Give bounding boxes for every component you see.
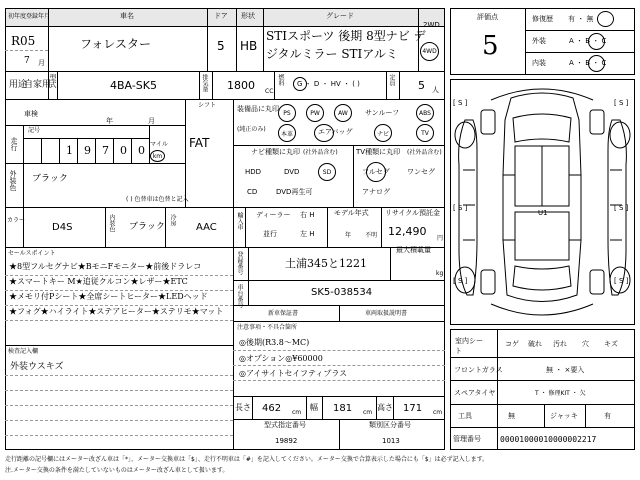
drive-4wd-circled: 4WD: [420, 42, 439, 61]
shape-label: 形状: [241, 12, 255, 20]
miles-unit: マイル: [150, 141, 168, 148]
color-label: 外装色: [9, 170, 17, 191]
notes-line1: ◎後期(R3.8〜MC): [239, 338, 310, 347]
model-year-label: モデル年式: [334, 209, 369, 217]
recycle-label: リサイクル預託金: [385, 209, 441, 217]
car-name-label: 車名: [120, 12, 134, 20]
ac-value: AAC: [196, 222, 217, 233]
fuel-label: 燃料: [277, 74, 284, 86]
tv-analog: アナログ: [362, 188, 390, 196]
import-left: 左 H: [300, 230, 315, 238]
usage-label: 用途: [9, 80, 28, 90]
first-reg-month: 7: [24, 56, 30, 66]
month-unit: 月: [38, 59, 45, 67]
interior-color: ブラック: [129, 222, 165, 232]
width-value: 181: [333, 403, 353, 414]
model-year-unit: 年: [345, 232, 352, 239]
designation-label: 型式指定番号: [264, 421, 306, 429]
height-unit: cm: [433, 409, 443, 416]
navi-hdd: HDD: [245, 168, 262, 176]
seat-stain: 汚れ: [553, 340, 567, 348]
inspection-label: 車検: [24, 110, 38, 118]
chassis-label: 車台番号: [236, 284, 243, 308]
designation-value: 19892: [275, 437, 298, 445]
navi-dvd-play: DVD再生可: [276, 188, 313, 196]
score-label: 評価点: [477, 13, 498, 21]
mileage-digit-5: 0: [138, 144, 145, 157]
model-year-unknown: 不明: [365, 232, 378, 239]
capacity: 5: [418, 79, 425, 92]
max-load-label: 最大積載量: [396, 246, 431, 254]
people-unit: 人: [432, 86, 439, 94]
grade-line1: STIスポーツ 後期 8型ナビ デ: [266, 29, 426, 43]
seat-hole: 穴: [582, 340, 589, 348]
damage-mark-rear-left: [ S ]: [453, 277, 468, 285]
sales-point-label: セールスポイント: [8, 250, 56, 257]
height-value: 171: [403, 403, 423, 414]
sales-point-line3: ★メモリ付Pシート★全席シートヒーター★LEDヘッド: [9, 292, 208, 301]
length-unit: cm: [292, 409, 302, 416]
mileage-digit-3: 7: [102, 144, 109, 157]
drive-2wd: 2WD: [423, 21, 440, 29]
class-value: 1013: [382, 437, 400, 445]
usage-value: 自家用: [24, 80, 52, 90]
cc-unit: CC: [265, 88, 274, 95]
inspection-year: 年: [106, 117, 113, 125]
recycle-unit: 円: [437, 235, 444, 242]
repair-label: 修復歴: [532, 15, 553, 23]
equipment-navi: ナビ: [374, 124, 392, 142]
score-value: 5: [482, 31, 499, 61]
sales-point-line1: ★8型フルセグナビ★BモニFモニター★前後ドラレコ: [9, 262, 202, 271]
width-label: 幅: [310, 403, 318, 412]
import-right: 右 H: [300, 211, 315, 219]
import-dealer: ディーラー: [256, 211, 291, 219]
windshield-value: 無 ・ ×要入: [546, 366, 585, 374]
navi-label: ナビ種類に丸印: [251, 148, 300, 156]
import-label: 輸入車: [236, 212, 243, 230]
notes-label: 注意事項・不具合箇所: [237, 324, 298, 331]
tools-value: 無: [508, 412, 515, 420]
damage-mark-front-left: [ S ]: [453, 99, 468, 107]
equipment-airbag-circle: [314, 124, 334, 142]
navi-dvd: DVD: [284, 168, 300, 176]
tv-label: TV種類に丸印: [356, 148, 401, 156]
import-parallel: 並行: [263, 230, 277, 238]
equipment-aw: AW: [334, 104, 352, 122]
inspector-value: 外装ウスキズ: [10, 362, 64, 372]
chassis-value: SK5-038534: [311, 287, 373, 298]
color-code: D4S: [52, 222, 73, 233]
ac-label: 冷房: [169, 214, 176, 226]
mileage-label: 走行: [10, 137, 18, 151]
mileage-digit-4: 0: [120, 144, 127, 157]
equipment-leather: 本革: [278, 124, 296, 142]
equipment-abs: ABS: [416, 104, 434, 122]
doors: 5: [217, 39, 225, 53]
interior-color-label: 内装色: [108, 214, 115, 232]
equipment-sunroof: サンルーフ: [365, 109, 400, 117]
inspector-label: 検査記入欄: [8, 348, 39, 355]
damage-mark-rear-right: [ S ]: [614, 277, 629, 285]
doors-label: ドア: [214, 12, 228, 20]
equipment-sublabel: (純正のみ): [237, 126, 266, 133]
color-note: ( ) 色替車は色替と記入: [126, 196, 189, 203]
shift-value: FAT: [189, 136, 210, 150]
mileage-digit-1: 1: [66, 144, 73, 157]
manual-label: 車両取扱説明書: [365, 310, 408, 317]
tv-fullseg-circle: [366, 162, 386, 182]
fuel-options: G ・ D ・ HV ・ ( ): [297, 80, 360, 88]
tv-fullseg: フルセグ: [362, 168, 390, 176]
sales-point-line2: ★スマートキー M★追従クルコン★レザー★ETC: [9, 277, 188, 286]
equipment-pw: PW: [306, 104, 324, 122]
width-unit: cm: [363, 409, 373, 416]
damage-mark-front-right: [ S ]: [614, 99, 629, 107]
recycle-value: 12,490: [388, 225, 427, 238]
seat-burn: コゲ: [505, 340, 519, 348]
management-number: 00001000010000002217: [500, 435, 597, 444]
km-unit-circled: km: [150, 150, 165, 162]
spare-value: T ・ 修理KIT ・ 欠: [535, 390, 586, 397]
interior-grades: A ・ B ・ C: [569, 59, 607, 67]
interior-seat-label: 室内シート: [455, 337, 483, 355]
sales-point-line4: ★フォグ★ハイライト★ステアヒーター★ステリモ★マット: [9, 307, 224, 316]
displacement: 1800: [227, 79, 255, 92]
displacement-label: 排気量: [201, 74, 208, 92]
class-label: 類別区分番号: [369, 421, 411, 429]
car-name: フォレスター: [80, 37, 152, 51]
equipment-ps: PS: [278, 104, 296, 122]
mileage-digit-2: 9: [84, 144, 91, 157]
navi-cd: CD: [247, 188, 258, 196]
repair-options: 有 ・ 無: [568, 15, 594, 23]
exterior-selected-circle: [588, 33, 605, 50]
length-label: 長さ: [235, 403, 251, 412]
color-code-label: カラー: [7, 217, 26, 224]
seat-tear: 破れ: [528, 340, 542, 348]
color-value: ブラック: [32, 174, 68, 184]
repair-selected-circle: [597, 11, 614, 27]
capacity-label: 定員: [388, 74, 395, 86]
windshield-label: フロントガラス: [454, 366, 503, 374]
damage-mark-side-right: [ S ]: [614, 204, 629, 212]
model: 4BA-SK5: [110, 79, 157, 92]
equipment-label: 装備品に丸印: [237, 105, 279, 113]
height-label: 高さ: [377, 403, 393, 412]
notes-line2: ◎オプション◎¥60000: [239, 354, 323, 363]
tv-sub: (社外品含む): [407, 149, 442, 156]
shift-label: シフト: [198, 102, 217, 109]
navi-sub: (社外品含む): [303, 149, 338, 156]
tools-label: 工具: [458, 412, 472, 420]
footer-line1: 走行距離の記号欄にはメーター改ざん車は「*」、メーター交換車は「$」、走行不明車は「#」を記入してください。メーター交換で合算表示した場合にも「$」は必ず記入します。: [5, 456, 489, 463]
first-reg-label: 初年度登録年月: [8, 13, 51, 20]
interior-selected-circle: [588, 55, 605, 72]
equipment-tv: TV: [416, 124, 434, 142]
grade-line2: ジタルミラー STIアルミ: [266, 47, 398, 61]
grade-label: グレード: [326, 12, 354, 20]
exterior-label: 外装: [532, 37, 546, 45]
interior-label: 内装: [532, 59, 546, 67]
first-reg-year: R05: [11, 34, 36, 48]
car-diagram: [451, 80, 634, 324]
notes-line3: ◎アイサイトセイフティプラス: [239, 369, 348, 378]
jack-value: 有: [604, 412, 611, 420]
max-load-unit: kg: [436, 270, 444, 277]
registration-value: 土浦345と1221: [285, 257, 367, 270]
inspection-month: 月: [148, 117, 155, 125]
model-label: 型式: [49, 74, 57, 88]
seat-scratch: キズ: [604, 340, 618, 348]
navi-sd: SD: [318, 163, 336, 181]
footer-line2: 注.メーター交換の条件を満たしていないものはメーター改ざん車として扱います。: [5, 467, 229, 474]
length-value: 462: [262, 403, 282, 414]
registration-label: 登録番号: [236, 251, 243, 275]
shape: HB: [240, 39, 258, 53]
jack-label: ジャッキ: [550, 412, 578, 420]
management-label: 管理番号: [453, 435, 481, 443]
warranty-label: 新車保証書: [268, 310, 299, 317]
fuel-g-circled: [293, 77, 307, 91]
tv-oneseg: ワンセグ: [407, 168, 435, 176]
equipment-airbag: エアバッグ: [318, 128, 353, 136]
exterior-grades: A ・ B ・ C: [569, 37, 607, 45]
spare-label: スペアタイヤ: [454, 389, 496, 397]
damage-mark-center: U1: [538, 209, 548, 217]
mileage-digit-header: 記号: [28, 127, 41, 134]
damage-mark-side-left: [ S ]: [453, 204, 468, 212]
